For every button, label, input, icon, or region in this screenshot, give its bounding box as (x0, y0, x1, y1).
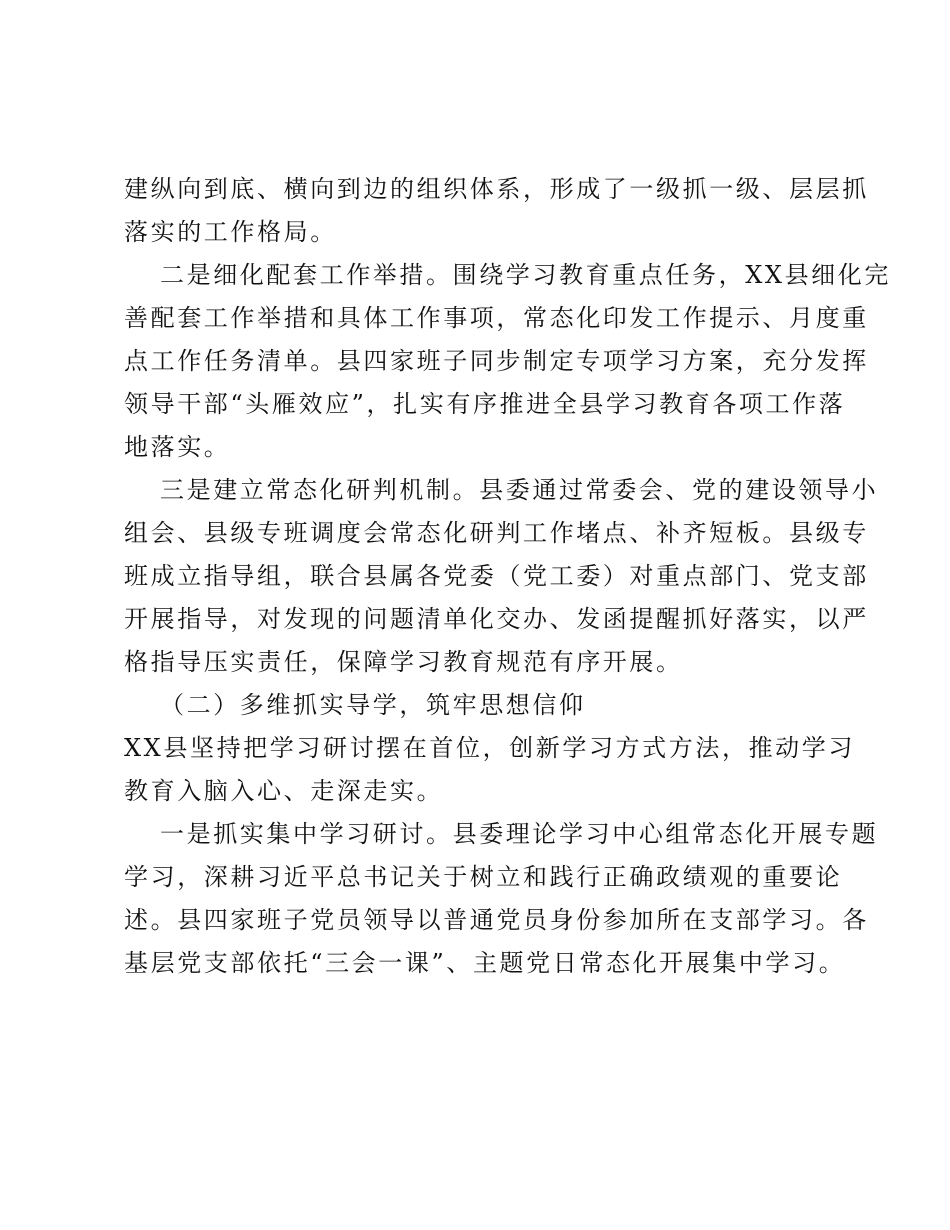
text-line: 点工作任务清单。县四家班子同步制定专项学习方案，充分发挥 (124, 347, 869, 375)
document-body (124, 168, 891, 985)
paragraph-5 (124, 813, 879, 985)
text-line: 建纵向到底、横向到边的组织体系，形成了一级抓一级、层层抓 (124, 175, 869, 203)
paragraph-1 (124, 168, 869, 254)
text-line: 学习，深耕习近平总书记关于树立和践行正确政绩观的重要论 (124, 863, 843, 891)
paragraph-4 (124, 727, 855, 813)
text-line: 班成立指导组，联合县属各党委（党工委）对重点部门、党支部 (124, 562, 869, 590)
paragraph-2 (124, 254, 891, 469)
heading-line: （二）多维抓实导学，筑牢思想信仰 (160, 691, 586, 719)
paragraph-3 (124, 469, 879, 684)
text-line: 三是建立常态化研判机制。县委通过常委会、党的建设领导小 (160, 476, 879, 504)
text-line: 开展指导，对发现的问题清单化交办、发函提醒抓好落实，以严 (124, 605, 869, 633)
text-line: 落实的工作格局。 (124, 218, 337, 246)
text-line: 一是抓实集中学习研讨。县委理论学习中心组常态化开展专题 (160, 820, 879, 848)
text-line: 基层党支部依托“三会一课”、主题党日常态化开展集中学习。 (124, 949, 846, 977)
text-line: 地落实。 (124, 433, 231, 461)
text-line: 教育入脑入心、走深走实。 (124, 777, 444, 805)
section-heading (124, 684, 834, 727)
text-line: 组会、县级专班调度会常态化研判工作堵点、补齐短板。县级专 (124, 519, 869, 547)
text-line: 领导干部“头雁效应”，扎实有序推进全县学习教育各项工作落 (124, 390, 846, 418)
text-line: 善配套工作举措和具体工作事项，常态化印发工作提示、月度重 (124, 304, 869, 332)
text-line: 二是细化配套工作举措。围绕学习教育重点任务，XX县细化完 (160, 261, 891, 289)
text-line: XX县坚持把学习研讨摆在首位，创新学习方式方法，推动学习 (124, 734, 855, 762)
text-line: 述。县四家班子党员领导以普通党员身份参加所在支部学习。各 (124, 906, 869, 934)
text-line: 格指导压实责任，保障学习教育规范有序开展。 (124, 648, 683, 676)
